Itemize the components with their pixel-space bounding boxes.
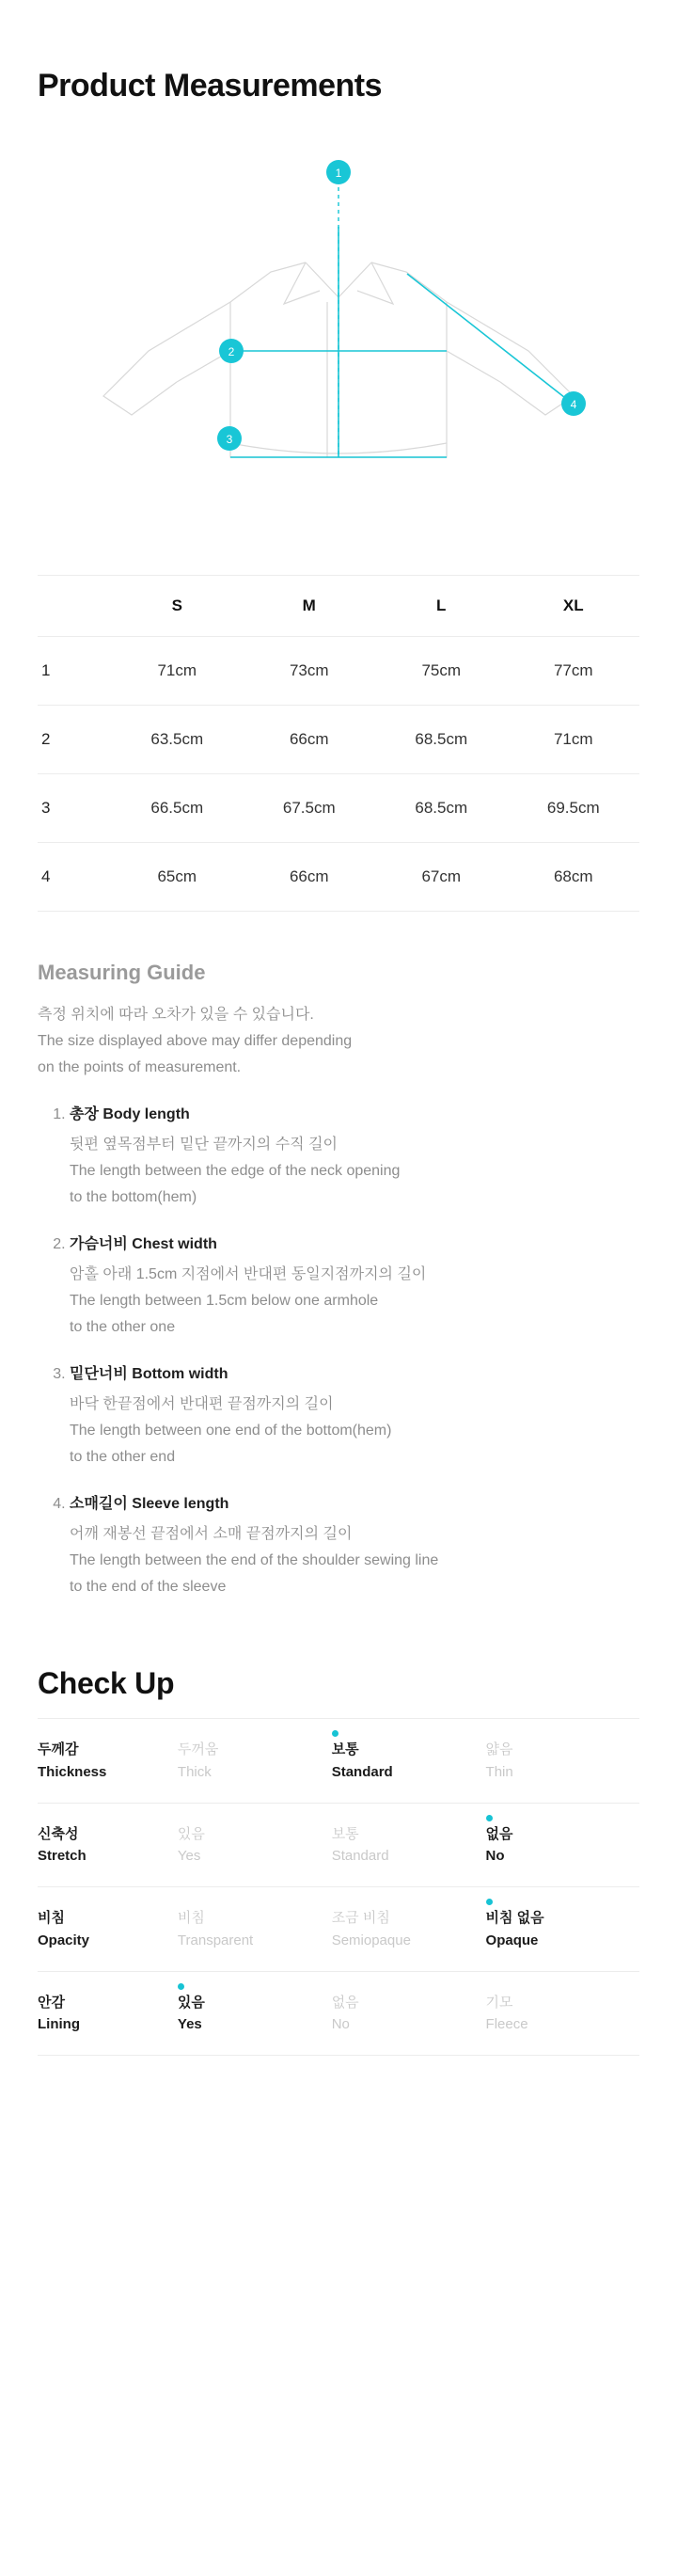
option-ko: 두꺼움 xyxy=(177,1741,219,1757)
checkup-label-opacity-en: Opacity xyxy=(38,1932,90,1948)
row-label-1: 1 xyxy=(38,637,111,706)
checkup-option-opacity-opaque[interactable] xyxy=(486,1887,639,1972)
row-label-3: 3 xyxy=(38,774,111,843)
checkup-option-opacity-transparent[interactable] xyxy=(178,1887,332,1972)
option-ko: 얇음 xyxy=(485,1741,513,1757)
table-row xyxy=(38,1803,639,1887)
svg-text:4: 4 xyxy=(570,398,577,411)
checkup-table xyxy=(38,1718,639,2056)
checkup-option-thickness-thick[interactable] xyxy=(178,1719,332,1804)
selected-dot-icon xyxy=(332,1730,338,1737)
checkup-label-stretch xyxy=(38,1803,178,1887)
checkup-option-thickness-standard[interactable] xyxy=(332,1719,486,1804)
checkup-option-opacity-semiopaque[interactable] xyxy=(332,1887,486,1972)
option-en: No xyxy=(485,1848,505,1864)
checkup-label-thickness-ko: 두께감 xyxy=(38,1741,79,1757)
measuring-guide-list xyxy=(38,1102,639,1600)
selected-dot-icon xyxy=(486,1899,493,1905)
guide-item-4-heading: 4. 소매길이 Sleeve length xyxy=(70,1496,229,1512)
guide-item-1-line-2: The length between the edge of the neck opening xyxy=(70,1163,401,1179)
page-title: Product Measurements xyxy=(38,68,382,103)
size-table xyxy=(38,575,639,912)
guide-item-3-heading: 3. 밑단너비 Bottom width xyxy=(70,1366,228,1382)
checkup-option-stretch-no[interactable] xyxy=(486,1803,639,1887)
cell-1-s: 71cm xyxy=(111,637,244,706)
table-row xyxy=(38,774,639,843)
col-head-xl: XL xyxy=(508,576,640,637)
checkup-option-thickness-thin[interactable] xyxy=(486,1719,639,1804)
option-en: Opaque xyxy=(485,1932,539,1948)
cell-3-m: 67.5cm xyxy=(244,774,376,843)
row-label-2: 2 xyxy=(38,706,111,774)
selected-dot-icon xyxy=(486,1815,493,1821)
measuring-guide-lead xyxy=(38,1002,639,1081)
cell-1-xl: 77cm xyxy=(508,637,640,706)
guide-item-1-line-1: 뒷편 옆목점부터 밑단 끝까지의 수직 길이 xyxy=(70,1137,338,1153)
option-en: Standard xyxy=(331,1763,393,1780)
cell-4-m: 66cm xyxy=(244,843,376,912)
option-en: No xyxy=(331,2016,350,2032)
col-head-m: M xyxy=(244,576,376,637)
row-label-4: 4 xyxy=(38,843,111,912)
selected-dot-icon xyxy=(178,1983,184,1990)
guide-item-3-line-1: 바닥 한끝점에서 반대편 끝점까지의 길이 xyxy=(70,1396,334,1412)
lead-line-2: The size displayed above may differ depending xyxy=(38,1033,353,1049)
svg-text:3: 3 xyxy=(226,433,233,446)
list-item xyxy=(70,1361,639,1471)
checkup-label-lining xyxy=(38,1971,178,2056)
marker-4 xyxy=(561,391,586,416)
guide-item-2-heading: 2. 가슴너비 Chest width xyxy=(70,1236,217,1252)
checkup-option-stretch-standard[interactable] xyxy=(332,1803,486,1887)
cell-4-xl: 68cm xyxy=(508,843,640,912)
measuring-guide-title: Measuring Guide xyxy=(38,961,206,984)
table-row xyxy=(38,1971,639,2056)
checkup-label-stretch-ko: 신축성 xyxy=(38,1825,79,1842)
measurement-lines xyxy=(230,172,569,457)
option-ko: 있음 xyxy=(177,1825,205,1842)
checkup-label-opacity-ko: 비침 xyxy=(38,1910,65,1926)
table-row xyxy=(38,1887,639,1972)
table-header-row xyxy=(38,576,639,637)
marker-2 xyxy=(219,339,244,363)
checkup-label-thickness xyxy=(38,1719,178,1804)
size-table-body xyxy=(38,637,639,912)
checkup-label-thickness-en: Thickness xyxy=(38,1763,107,1780)
cell-2-s: 63.5cm xyxy=(111,706,244,774)
cell-2-l: 68.5cm xyxy=(375,706,508,774)
guide-item-4-line-1: 어깨 재봉선 끝점에서 소매 끝점까지의 길이 xyxy=(70,1526,353,1542)
garment-measurement-diagram xyxy=(38,133,639,565)
cell-1-l: 75cm xyxy=(375,637,508,706)
checkup-label-lining-ko: 안감 xyxy=(38,1994,65,2011)
col-head-0 xyxy=(38,576,111,637)
option-ko: 없음 xyxy=(485,1825,513,1842)
option-ko: 있음 xyxy=(177,1994,205,2011)
guide-item-3-line-2: The length between one end of the bottom(hem) xyxy=(70,1423,392,1439)
svg-text:1: 1 xyxy=(335,167,342,180)
option-en: Thick xyxy=(177,1763,212,1780)
option-ko: 보통 xyxy=(331,1825,359,1842)
option-en: Fleece xyxy=(485,2016,528,2032)
option-en: Semiopaque xyxy=(331,1932,411,1948)
marker-1 xyxy=(326,160,351,184)
cell-2-xl: 71cm xyxy=(508,706,640,774)
option-ko: 없음 xyxy=(331,1994,359,2011)
cell-3-l: 68.5cm xyxy=(375,774,508,843)
guide-item-4-line-2: The length between the end of the shoulder sewing line xyxy=(70,1552,439,1568)
option-ko: 비침 xyxy=(177,1910,205,1926)
guide-item-3-line-3: to the other end xyxy=(70,1449,176,1465)
guide-item-1-heading: 1. 총장 Body length xyxy=(70,1106,190,1122)
guide-item-2-line-3: to the other one xyxy=(70,1319,176,1335)
table-row xyxy=(38,706,639,774)
checkup-title: Check Up xyxy=(38,1666,175,1700)
col-head-l: L xyxy=(375,576,508,637)
option-en: Yes xyxy=(177,2016,202,2032)
list-item xyxy=(70,1232,639,1341)
marker-3 xyxy=(217,426,242,451)
guide-item-2-line-1: 암홀 아래 1.5cm 지점에서 반대편 동일지점까지의 길이 xyxy=(70,1266,427,1282)
option-en: Standard xyxy=(331,1848,389,1864)
list-item xyxy=(70,1102,639,1211)
table-row xyxy=(38,1719,639,1804)
option-en: Yes xyxy=(177,1848,201,1864)
checkup-option-lining-fleece[interactable] xyxy=(486,1971,639,2056)
checkup-option-stretch-yes[interactable] xyxy=(178,1803,332,1887)
table-row xyxy=(38,637,639,706)
list-item xyxy=(70,1491,639,1600)
checkup-option-lining-no[interactable] xyxy=(332,1971,486,2056)
bottom-spacer xyxy=(38,2056,639,2169)
lead-line-1: 측정 위치에 따라 오차가 있을 수 있습니다. xyxy=(38,1007,314,1023)
cell-1-m: 73cm xyxy=(244,637,376,706)
guide-item-1-line-3: to the bottom(hem) xyxy=(70,1189,197,1205)
cell-4-s: 65cm xyxy=(111,843,244,912)
guide-item-4-line-3: to the end of the sleeve xyxy=(70,1579,227,1595)
product-measurements-page xyxy=(0,68,677,2576)
cell-4-l: 67cm xyxy=(375,843,508,912)
cell-3-xl: 69.5cm xyxy=(508,774,640,843)
checkup-label-stretch-en: Stretch xyxy=(38,1848,87,1864)
checkup-label-lining-en: Lining xyxy=(38,2016,80,2032)
checkup-option-lining-yes[interactable] xyxy=(178,1971,332,2056)
option-ko: 기모 xyxy=(485,1994,513,2011)
option-ko: 비침 없음 xyxy=(485,1910,544,1926)
checkup-label-opacity xyxy=(38,1887,178,1972)
table-row xyxy=(38,843,639,912)
cell-2-m: 66cm xyxy=(244,706,376,774)
option-ko: 보통 xyxy=(331,1741,359,1757)
guide-item-2-line-2: The length between 1.5cm below one armhole xyxy=(70,1293,379,1309)
col-head-s: S xyxy=(111,576,244,637)
option-en: Thin xyxy=(485,1763,513,1780)
cell-3-s: 66.5cm xyxy=(111,774,244,843)
lead-line-3: on the points of measurement. xyxy=(38,1059,242,1075)
measuring-guide xyxy=(38,961,639,1600)
option-ko: 조금 비침 xyxy=(331,1910,390,1926)
size-table-head xyxy=(38,576,639,637)
svg-text:2: 2 xyxy=(228,345,235,358)
option-en: Transparent xyxy=(177,1932,254,1948)
